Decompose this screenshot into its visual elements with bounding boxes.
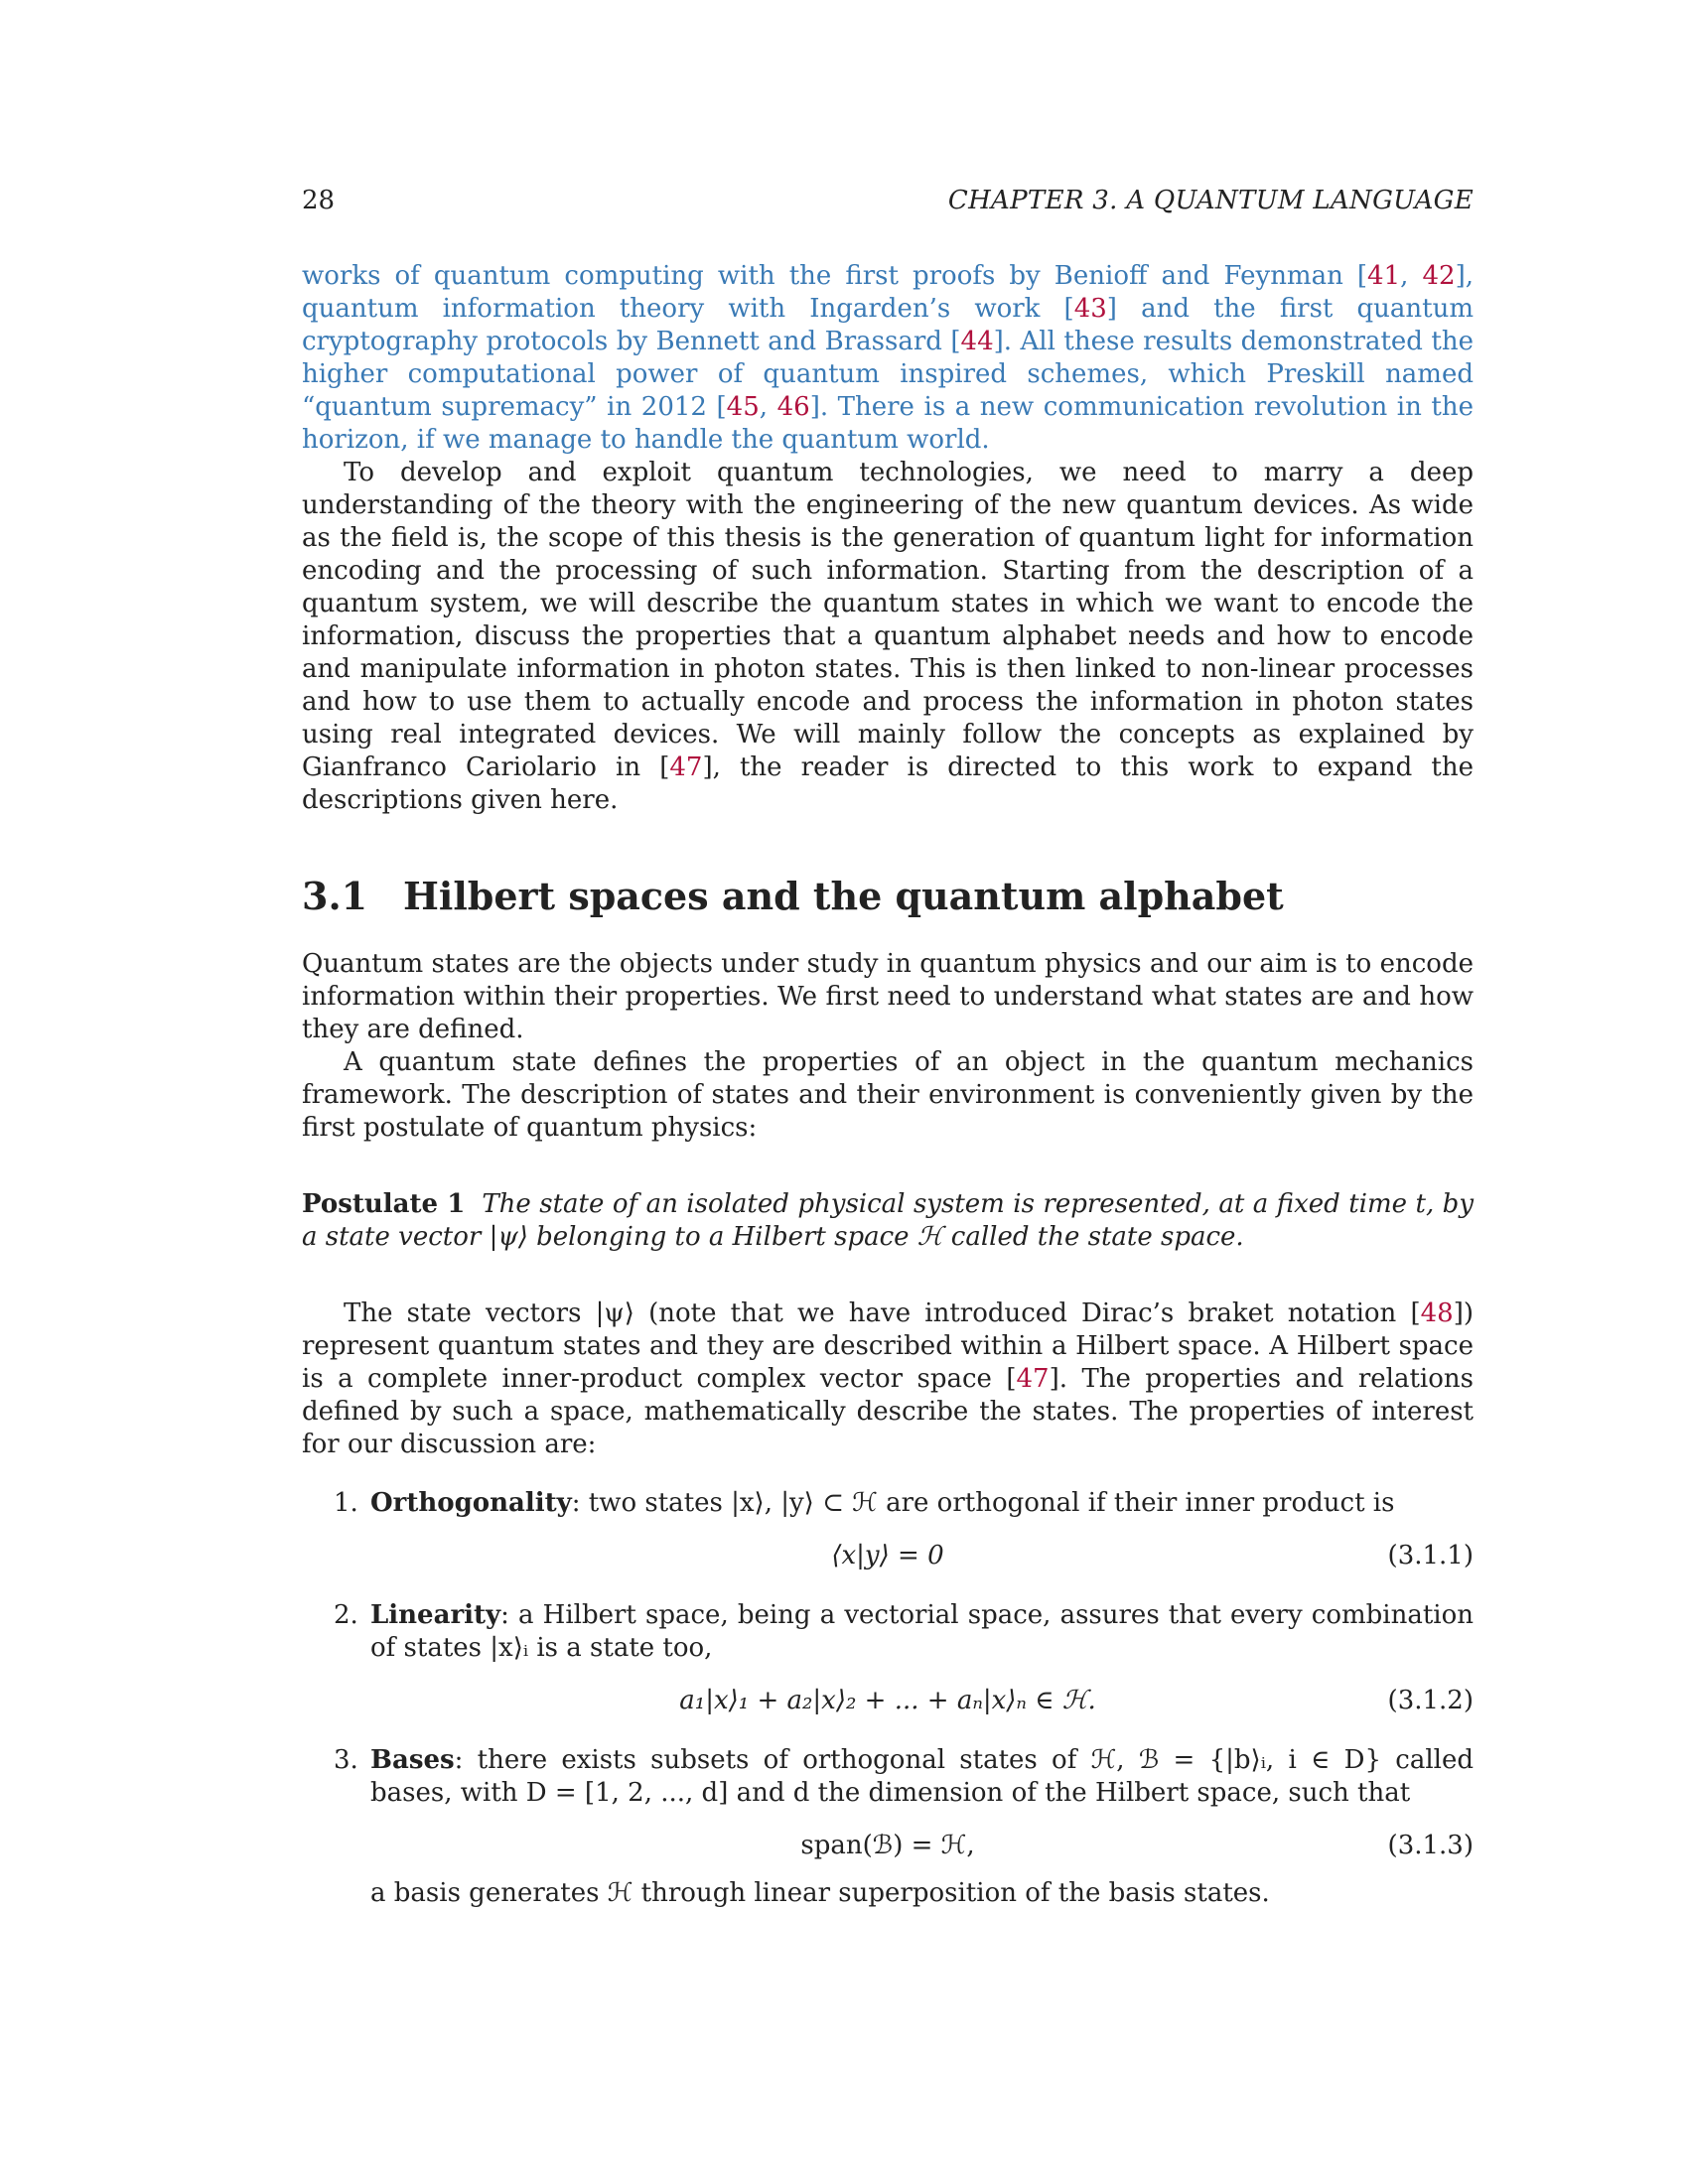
citation-41[interactable]: 41 [1367,261,1401,291]
intro-text: ]. All these results demonstrated the higher computational power of quantum inspired schemes, which Preskill named “quantum supremacy” in 2012 [ [302,327,1474,422]
intro-paragraph-1 [302,260,1474,457]
equation-number: (3.1.1) [1387,1540,1474,1570]
equation-body: a₁|x⟩₁ + a₂|x⟩₂ + ... + aₙ|x⟩ₙ ∈ ℋ. [679,1685,1096,1715]
postulate-text: The state of an isolated physical system is represented, at a fixed time t, by a state vector |ψ⟩ belonging to a Hilbert space ℋ called the state space. [302,1189,1475,1252]
basis-note: a basis generates ℋ through linear superposition of the basis states. [370,1878,1270,1908]
intro-text: ], the reader is directed to this work to expand the descriptions given here. [302,752,1474,815]
item-term: Bases [370,1745,455,1775]
equation-number: (3.1.2) [1387,1685,1474,1715]
running-header [302,185,1474,216]
equation-body: span(ℬ) = ℋ, [800,1830,975,1860]
list-item [302,1487,1474,1577]
item-text: : there exists subsets of orthogonal states of ℋ, ℬ = {|b⟩ᵢ, i ∈ D} called bases, with D = [1, 2, ..., d] and d the dimension of the Hilbert space, such that [370,1745,1474,1808]
equation-3-1-3 [302,1824,1474,1867]
properties-list [302,1487,1474,1910]
citation-45[interactable]: 45 [726,392,760,422]
intro-text: ], quantum information theory with Ingarden’s work [ [302,261,1474,324]
paragraph-text: ]) represent quantum states and they are described within a Hilbert space. A Hilbert space is a complete inner-product complex vector space [ [302,1298,1474,1394]
section-heading [302,875,1474,918]
paragraph-text: ]. The properties and relations defined by such a space, mathematically describe the states. The properties of interest for our discussion are: [302,1364,1474,1459]
equation-3-1-2 [302,1679,1474,1722]
citation-46[interactable]: 46 [776,392,810,422]
intro-text: To develop and exploit quantum technologies, we need to marry a deep understanding of the theory with the engineering of the new quantum devices. As wide as the field is, the scope of this thesis is the generation of quantum light for information encoding and the processing of such information. Starting from the description of a quantum system, we will describe the quantum states in which we want to encode the information, discuss the properties that a quantum alphabet needs and how to encode and manipulate information in photon states. This is then linked to non-linear processes and how to use them to actually encode and process the information in photon states using real integrated devices. We will mainly follow the concepts as explained by Gianfranco Cariolario in [ [302,458,1474,782]
body-text [302,260,1474,1932]
section-paragraph-2: A quantum state defines the properties of an object in the quantum mechanics framework. The description of states and their environment is conveniently given by the first postulate of quantum physics: [302,1047,1474,1143]
section-number: 3.1 [302,874,368,918]
page-number: 28 [302,186,336,215]
paragraph-text: The state vectors |ψ⟩ (note that we have introduced Dirac’s braket notation [ [344,1298,1421,1328]
item-number: 2. [334,1600,358,1630]
item-text: : a Hilbert space, being a vectorial space, assures that every combination of states |x⟩ᵢ is a state too, [370,1600,1474,1663]
item-number: 1. [334,1488,358,1518]
citation-43[interactable]: 43 [1073,294,1107,324]
intro-text: ] and the first quantum cryptography protocols by Bennett and Brassard [ [302,294,1474,356]
citation-44[interactable]: 44 [960,327,994,356]
intro-text: ]. There is a new communication revolution in the horizon, if we manage to handle the quantum world. [302,392,1475,455]
state-vectors-paragraph [302,1297,1474,1461]
postulate-1 [302,1188,1474,1254]
item-number: 3. [334,1745,358,1775]
citation-42[interactable]: 42 [1422,261,1456,291]
intro-paragraph-2 [302,457,1474,817]
intro-text: works of quantum computing with the first proofs by Benioff and Feynman [ [302,261,1368,291]
list-item [302,1599,1474,1722]
citation-separator: , [1400,261,1423,291]
running-title: CHAPTER 3. A QUANTUM LANGUAGE [947,186,1474,215]
postulate-label: Postulate 1 [302,1189,466,1219]
list-item [302,1744,1474,1910]
citation-48[interactable]: 48 [1420,1298,1454,1328]
equation-number: (3.1.3) [1387,1830,1474,1860]
citation-separator: , [759,392,777,422]
item-term: Linearity [370,1600,501,1630]
equation-body: ⟨x|y⟩ = 0 [831,1540,944,1570]
citation-47[interactable]: 47 [669,752,703,782]
equation-3-1-1 [302,1534,1474,1577]
item-term: Orthogonality [370,1488,572,1518]
item-text: : two states |x⟩, |y⟩ ⊂ ℋ are orthogonal if their inner product is [571,1488,1395,1518]
section-title: Hilbert spaces and the quantum alphabet [403,874,1284,918]
section-paragraph-1: Quantum states are the objects under study in quantum physics and our aim is to encode information within their properties. We first need to understand what states are and how they are defined. [302,949,1474,1044]
citation-47[interactable]: 47 [1016,1364,1050,1394]
